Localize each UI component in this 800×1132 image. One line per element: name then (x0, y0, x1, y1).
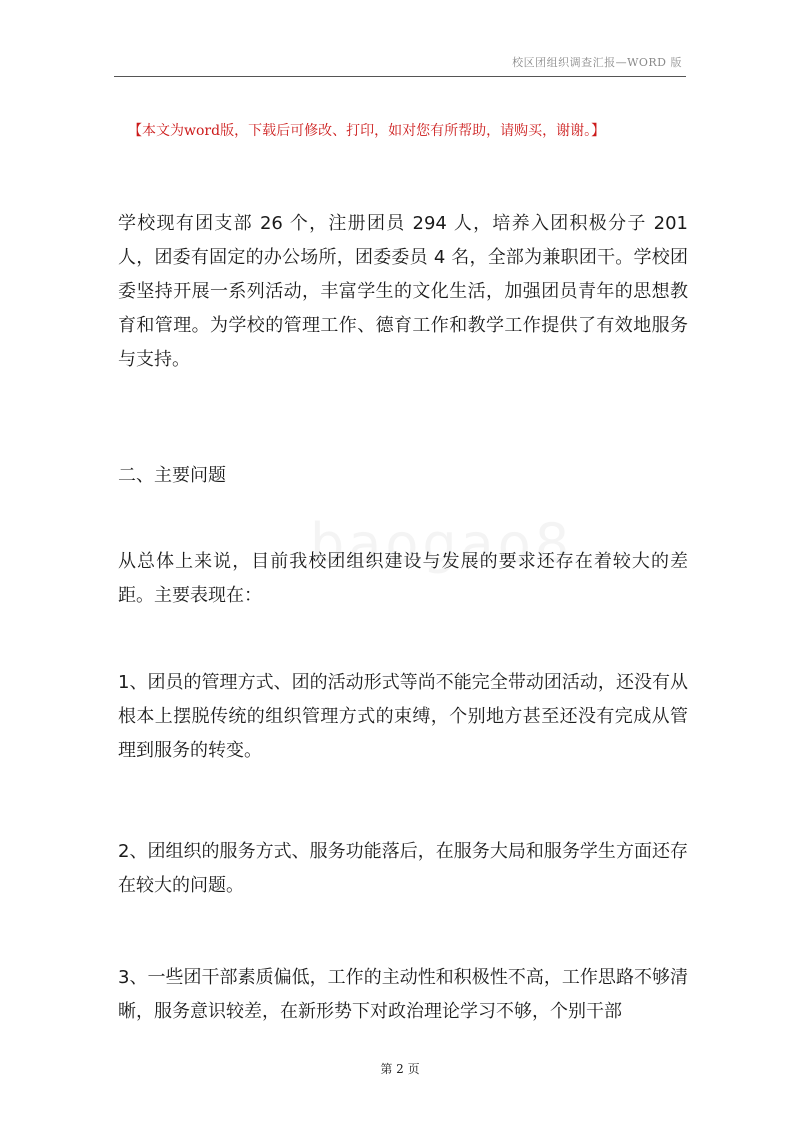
list-item-2: 2、团组织的服务方式、服务功能落后，在服务大局和服务学生方面还存在较大的问题。 (118, 841, 688, 896)
section-heading-main-problems: 二、主要问题 (118, 465, 226, 486)
list-item-1: 1、团员的管理方式、团的活动形式等尚不能完全带动团活动，还没有从根本上摆脱传统的组织管理方式的束缚，个别地方甚至还没有完成从管理到服务的转变。 (118, 672, 688, 761)
page-number: 第 2 页 (380, 1062, 420, 1076)
paragraph-summary: 从总体上来说，目前我校团组织建设与发展的要求还存在着较大的差距。主要表现在： (118, 551, 688, 606)
word-version-notice: 【本文为word版，下载后可修改、打印，如对您有所帮助，请购买，谢谢。】 (128, 123, 606, 139)
list-item-3: 3、一些团干部素质偏低，工作的主动性和积极性不高，工作思路不够清晰，服务意识较差，在新形势下对政治理论学习不够，个别干部 (118, 967, 688, 1022)
header-divider (114, 76, 686, 77)
header-title: 校区团组织调查汇报—WORD 版 (512, 56, 682, 69)
paragraph-overview: 学校现有团支部 26 个，注册团员 294 人，培养入团积极分子 201 人，团委有固定的办公场所，团委委员 4 名，全部为兼职团干。学校团委坚持开展一系列活动，丰富学生的文化生活，加强团员青年的思想教育和管理。为学校的管理工作、德育工作和教学工作提供了有效地服务与支持。 (118, 213, 688, 370)
